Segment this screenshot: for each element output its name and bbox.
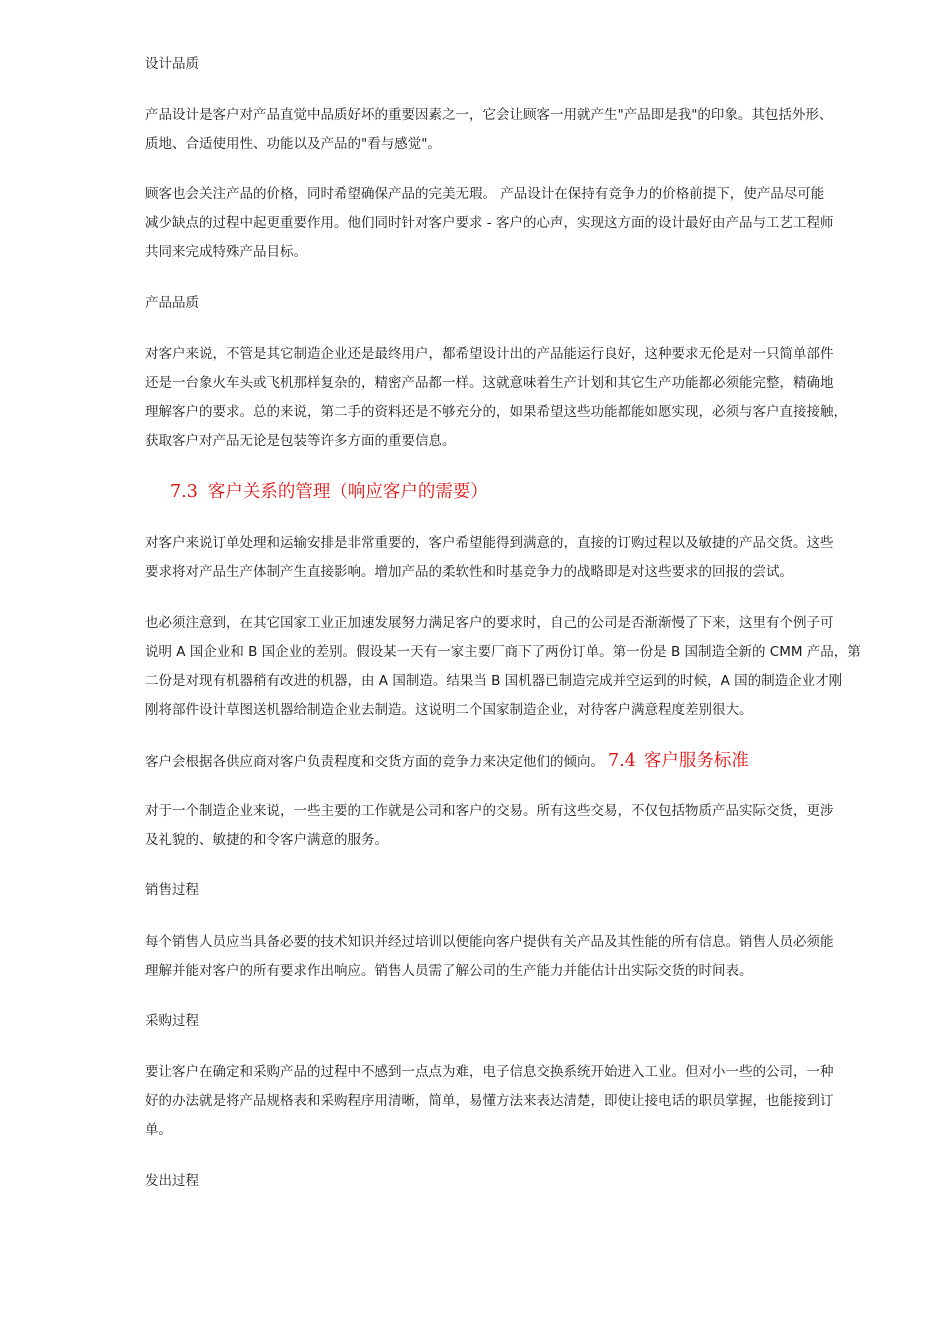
section-title: 客户关系的管理（响应客户的需要） (207, 482, 488, 502)
paragraph-line: 对客户来说订单处理和运输安排是非常重要的，客户希望能得到满意的，直接的订购过程以及敏捷的产品交货。这些 (145, 535, 834, 551)
paragraph-line: 对客户来说，不管是其它制造企业还是最终用户，都希望设计出的产品能运行良好，这种要求无伦是对一只简单部件 (145, 346, 834, 362)
paragraph-line: 及礼貌的、敏捷的和令客户满意的服务。 (145, 832, 388, 848)
paragraph-line: 理解客户的要求。总的来说，第二手的资料还是不够充分的，如果希望这些功能都能如愿实现，必须与客户直接接触， (145, 404, 847, 420)
paragraph-line: 要让客户在确定和采购产品的过程中不感到一点点为难，电子信息交换系统开始进入工业。但对小一些的公司，一种 (145, 1064, 834, 1080)
heading-product-quality: 产品品质 (145, 295, 199, 311)
paragraph-line: 顾客也会关注产品的价格，同时希望确保产品的完美无瑕。 产品设计在保持有竞争力的价格前提下，使产品尽可能 (145, 186, 825, 202)
paragraph-line: 刚将部件设计草图送机器给制造企业去制造。这说明二个国家制造企业，对待客户满意程度差别很大。 (145, 702, 753, 718)
paragraph-line: 获取客户对产品无论是包装等许多方面的重要信息。 (145, 433, 456, 449)
section-heading-7-3 (170, 478, 488, 503)
paragraph-line: 还是一台象火车头或飞机那样复杂的，精密产品都一样。这就意味着生产计划和其它生产功能都必须能完整，精确地 (145, 375, 834, 391)
heading-purchase-process: 采购过程 (145, 1013, 199, 1029)
heading-sales-process: 销售过程 (145, 882, 199, 898)
heading-dispatch-process: 发出过程 (145, 1173, 199, 1189)
paragraph-line: 好的办法就是将产品规格表和采购程序用清晰，简单，易懂方法来表达清楚，即使让接电话的职员掌握，也能接到订 (145, 1093, 834, 1109)
paragraph-line: 说明 A 国企业和 B 国企业的差别。假设某一天有一家主要厂商下了两份订单。第一份是 B 国制造全新的 CMM 产品，第 (145, 644, 861, 660)
section-number: 7.4 (608, 751, 636, 771)
paragraph-line: 每个销售人员应当具备必要的技术知识并经过培训以便能向客户提供有关产品及其性能的所有信息。销售人员必须能 (145, 934, 834, 950)
paragraph-with-inline-heading (145, 747, 749, 772)
paragraph-line: 也必须注意到，在其它国家工业正加速发展努力满足客户的要求时，自己的公司是否渐渐慢了下来，这里有个例子可 (145, 615, 834, 631)
paragraph-line: 对于一个制造企业来说，一些主要的工作就是公司和客户的交易。所有这些交易，不仅包括物质产品实际交货，更涉 (145, 803, 834, 819)
paragraph-line: 产品设计是客户对产品直觉中品质好坏的重要因素之一，它会让顾客一用就产生"产品即是我"的印象。其包括外形、 (145, 107, 833, 123)
paragraph-line: 要求将对产品生产体制产生直接影响。增加产品的柔软性和时基竞争力的战略即是对这些要求的回报的尝试。 (145, 564, 793, 580)
paragraph-line: 减少缺点的过程中起更重要作用。他们同时针对客户要求 - 客户的心声，实现这方面的设计最好由产品与工艺工程师 (145, 215, 834, 231)
paragraph-line: 质地、合适使用性、功能以及产品的"看与感觉"。 (145, 136, 441, 152)
paragraph-line: 理解并能对客户的所有要求作出响应。销售人员需了解公司的生产能力并能估计出实际交货的时间表。 (145, 963, 753, 979)
paragraph-line: 共同来完成特殊产品目标。 (145, 244, 307, 260)
section-title: 客户服务标准 (643, 751, 749, 771)
section-heading-7-4 (608, 751, 749, 771)
paragraph-line: 单。 (145, 1122, 172, 1138)
heading-design-quality: 设计品质 (145, 56, 199, 72)
paragraph-text: 客户会根据各供应商对客户负责程度和交货方面的竞争力来决定他们的倾向。 (145, 754, 604, 770)
paragraph-line: 二份是对现有机器稍有改进的机器，由 A 国制造。结果当 B 国机器已制造完成并空运到的时候，A 国的制造企业才刚 (145, 673, 843, 689)
section-number: 7.3 (170, 482, 198, 502)
